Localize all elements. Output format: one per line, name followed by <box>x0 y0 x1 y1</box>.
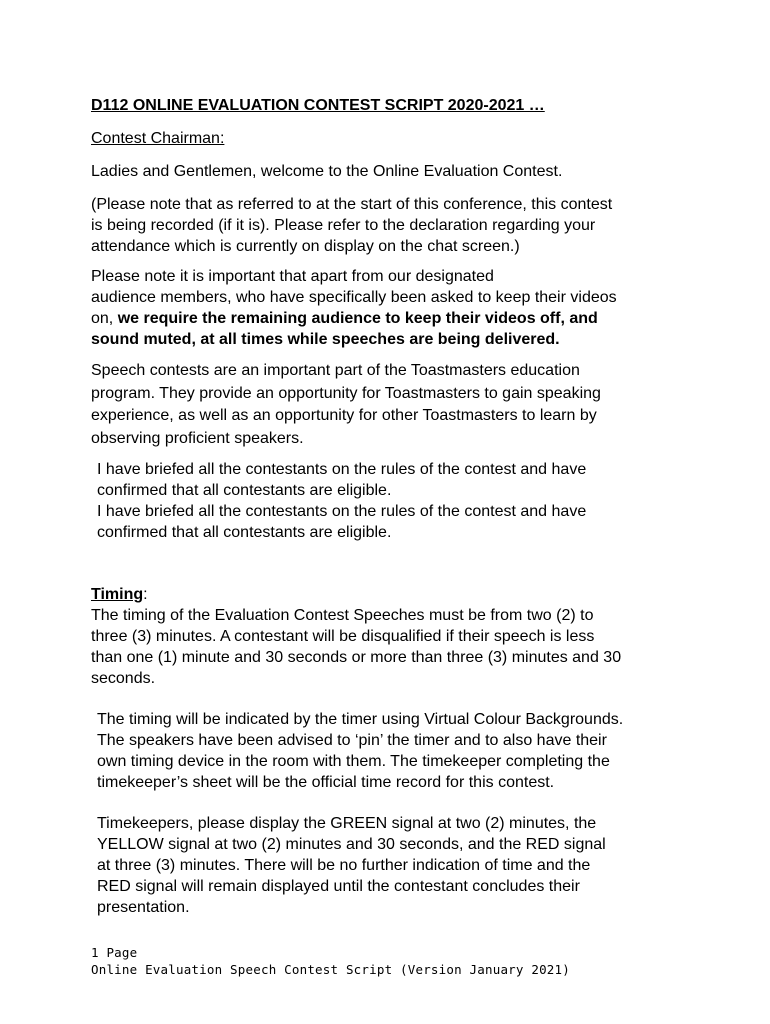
document-title: D112 ONLINE EVALUATION CONTEST SCRIPT 2020-2021 … <box>91 97 545 114</box>
paragraph-line: The timing of the Evaluation Contest Speeches must be from two (2) to <box>91 607 594 624</box>
paragraph-line: own timing device in the room with them. The timekeeper completing the <box>97 753 610 770</box>
paragraph-line: timekeeper’s sheet will be the official time record for this contest. <box>97 774 555 791</box>
paragraph-line: RED signal will remain displayed until the contestant concludes their <box>97 878 580 895</box>
footer-doc-title: Online Evaluation Speech Contest Script (Version January 2021) <box>91 962 570 977</box>
paragraph-line: seconds. <box>91 670 156 687</box>
page-number: 1 Page <box>91 945 138 960</box>
audience-note <box>91 266 681 350</box>
paragraph-line: at three (3) minutes. There will be no further indication of time and the <box>97 857 591 874</box>
welcome-text: Ladies and Gentlemen, welcome to the Online Evaluation Contest. <box>91 163 563 180</box>
recording-note <box>91 194 681 257</box>
paragraph-line: confirmed that all contestants are eligible. <box>97 482 392 499</box>
paragraph-line: The speakers have been advised to ‘pin’ the timer and to also have their <box>97 732 607 749</box>
paragraph-line: presentation. <box>97 899 190 916</box>
paragraph-line: confirmed that all contestants are eligible. <box>97 524 392 541</box>
paragraph-line: Speech contests are an important part of the Toastmasters education <box>91 362 580 379</box>
paragraph-line: I have briefed all the contestants on the rules of the contest and have <box>97 461 587 478</box>
paragraph-line: than one (1) minute and 30 seconds or more than three (3) minutes and 30 <box>91 649 622 666</box>
paragraph-line: program. They provide an opportunity for Toastmasters to gain speaking <box>91 384 601 402</box>
audience-note-emphasis: sound muted, at all times while speeches are being delivered. <box>91 331 560 348</box>
timing-heading <box>91 584 681 605</box>
paragraph-line: Timekeepers, please display the GREEN signal at two (2) minutes, the <box>97 815 597 832</box>
timing-paragraph <box>91 605 681 689</box>
recording-note-line: attendance which is currently on display on the chat screen.) <box>91 238 520 255</box>
paragraph-line: YELLOW signal at two (2) minutes and 30 seconds, and the RED signal <box>97 836 606 853</box>
signals-paragraph <box>97 813 687 918</box>
audience-note-line: Please note it is important that apart from our designated <box>91 268 494 285</box>
paragraph-line: three (3) minutes. A contestant will be disqualified if their speech is less <box>91 628 595 645</box>
timer-paragraph <box>97 709 687 793</box>
recording-note-line: (Please note that as referred to at the start of this conference, this contest <box>91 196 613 213</box>
timing-heading-colon: : <box>143 586 148 603</box>
paragraph-line: I have briefed all the contestants on the rules of the contest and have <box>97 503 587 520</box>
recording-note-line: is being recorded (if it is). Please refer to the declaration regarding your <box>91 217 596 234</box>
audience-note-line: on, <box>91 310 118 327</box>
paragraph-line: observing proficient speakers. <box>91 429 304 447</box>
briefed-paragraph <box>97 459 687 543</box>
chairman-heading: Contest Chairman: <box>91 130 225 147</box>
speech-contests-paragraph <box>91 360 681 450</box>
timing-heading-text: Timing <box>91 586 144 603</box>
paragraph-line: The timing will be indicated by the timer using Virtual Colour Backgrounds. <box>97 711 624 728</box>
paragraph-line: experience, as well as an opportunity for other Toastmasters to learn by <box>91 407 597 424</box>
audience-note-line: audience members, who have specifically been asked to keep their videos <box>91 289 617 306</box>
audience-note-emphasis: we require the remaining audience to keep their videos off, and <box>117 310 598 327</box>
